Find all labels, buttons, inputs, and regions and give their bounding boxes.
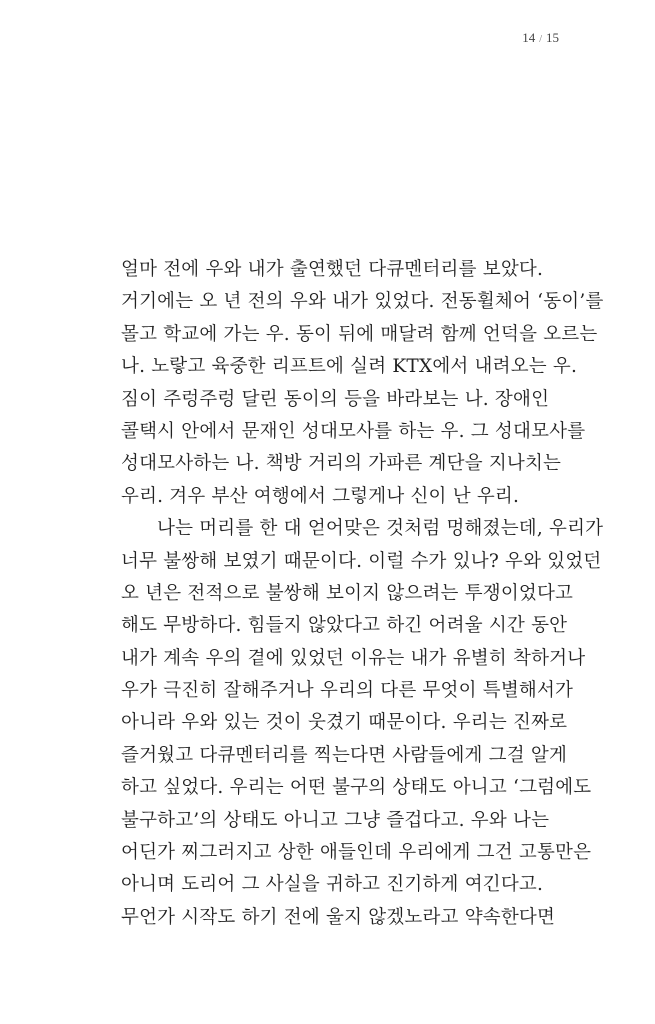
text-line: 무언가 시작도 하기 전에 울지 않겠노라고 약속한다면 [121, 906, 556, 928]
text-line: 불구하고’의 상태도 아니고 그냥 즐겁다고. 우와 나는 [121, 809, 550, 831]
text-line: 나. 노랗고 육중한 리프트에 실려 KTX에서 내려오는 우. [121, 356, 578, 378]
text-line: 우리. 겨우 부산 여행에서 그렇게나 신이 난 우리. [121, 485, 520, 507]
text-line: 어딘가 찌그러지고 상한 애들인데 우리에게 그건 고통만은 [121, 842, 592, 864]
text-line: 몰고 학교에 가는 우. 동이 뒤에 매달려 함께 언덕을 오르는 [121, 323, 598, 345]
current-page: 14 [522, 30, 536, 45]
text-line: 성대모사하는 나. 책방 거리의 가파른 계단을 지나치는 [121, 453, 562, 475]
total-pages: 15 [546, 30, 559, 45]
page-separator: / [539, 34, 542, 45]
page-indicator [522, 30, 559, 46]
text-line: 아니라 우와 있는 것이 웃겼기 때문이다. 우리는 진짜로 [121, 712, 568, 734]
body-text [121, 254, 604, 934]
text-line: 얼마 전에 우와 내가 출연했던 다큐멘터리를 보았다. [121, 259, 544, 280]
text-line: 즐거웠고 다큐멘터리를 찍는다면 사람들에게 그걸 알게 [121, 744, 568, 766]
text-line: 짐이 주렁주렁 달린 동이의 등을 바라보는 나. 장애인 [121, 388, 550, 410]
text-line: 아니며 도리어 그 사실을 귀하고 진기하게 여긴다고. [121, 874, 544, 896]
text-line: 나는 머리를 한 대 얻어맞은 것처럼 멍해졌는데, 우리가 [157, 518, 604, 540]
text-line: 콜택시 안에서 문재인 성대모사를 하는 우. 그 성대모사를 [121, 420, 586, 442]
text-line: 하고 싶었다. 우리는 어떤 불구의 상태도 아니고 ‘그럼에도 [121, 777, 592, 799]
text-line: 내가 계속 우의 곁에 있었던 이유는 내가 유별히 착하거나 [121, 647, 586, 669]
text-line: 우가 극진히 잘해주거나 우리의 다른 무엇이 특별해서가 [121, 680, 574, 702]
text-line: 오 년은 전적으로 불쌍해 보이지 않으려는 투쟁이었다고 [121, 582, 574, 604]
text-line: 해도 무방하다. 힘들지 않았다고 하긴 어려울 시간 동안 [121, 615, 568, 637]
text-line: 너무 불쌍해 보였기 때문이다. 이럴 수가 있나? 우와 있었던 [121, 550, 602, 572]
text-line: 거기에는 오 년 전의 우와 내가 있었다. 전동휠체어 ‘동이’를 [121, 291, 604, 313]
